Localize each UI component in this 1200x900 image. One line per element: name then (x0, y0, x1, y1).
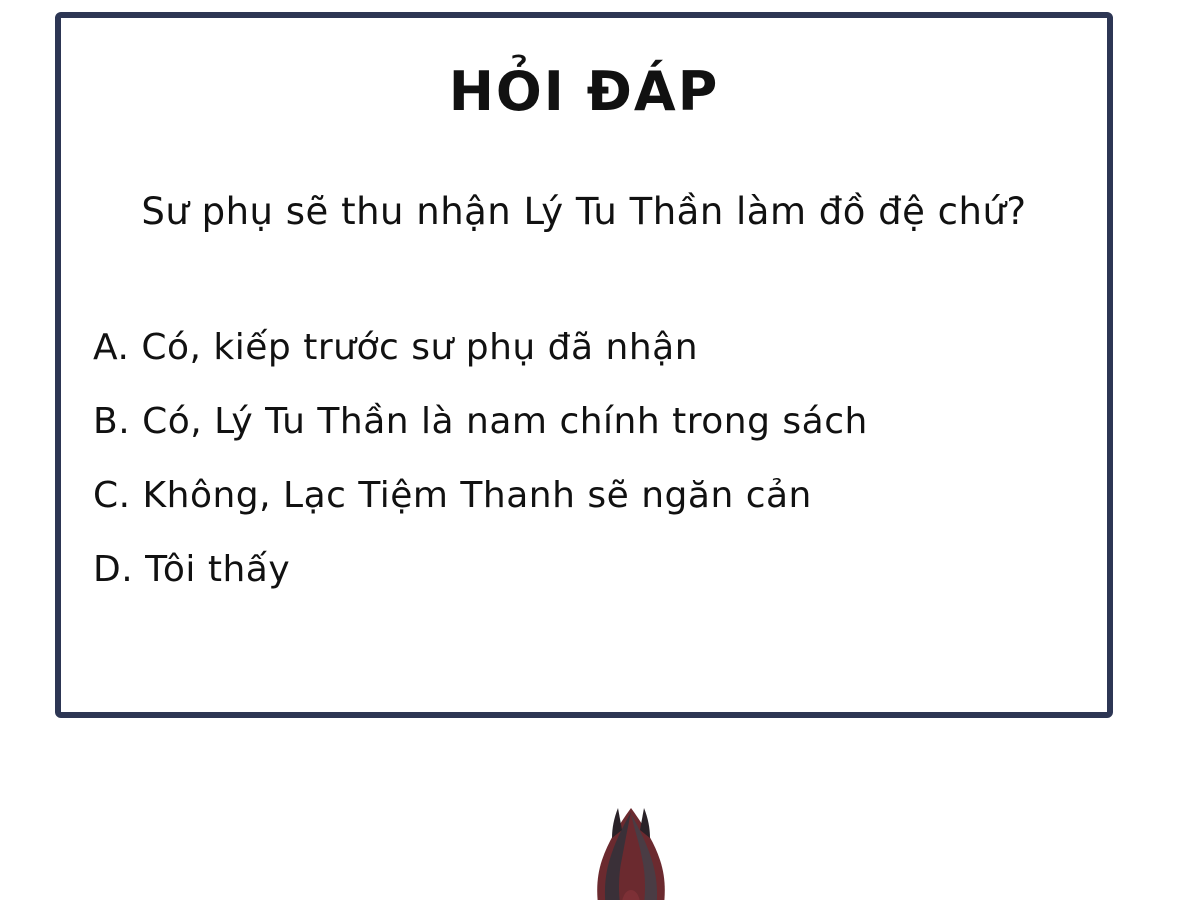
answer-option-b[interactable]: B. Có, Lý Tu Thần là nam chính trong sách (93, 401, 868, 442)
quiz-panel (55, 12, 1113, 718)
character-silhouette-icon (556, 808, 706, 900)
answer-option-d[interactable]: D. Tôi thấy (93, 549, 291, 590)
answer-list (93, 327, 1075, 626)
answer-option-a[interactable]: A. Có, kiếp trước sư phụ đã nhận (93, 327, 699, 368)
page-title: HỎI ĐÁP (448, 60, 720, 123)
quiz-question: Sư phụ sẽ thu nhận Lý Tu Thần làm đồ đệ chứ? (141, 190, 1027, 233)
answer-option-c[interactable]: C. Không, Lạc Tiệm Thanh sẽ ngăn cản (93, 475, 812, 516)
bottom-artwork (0, 760, 1200, 900)
